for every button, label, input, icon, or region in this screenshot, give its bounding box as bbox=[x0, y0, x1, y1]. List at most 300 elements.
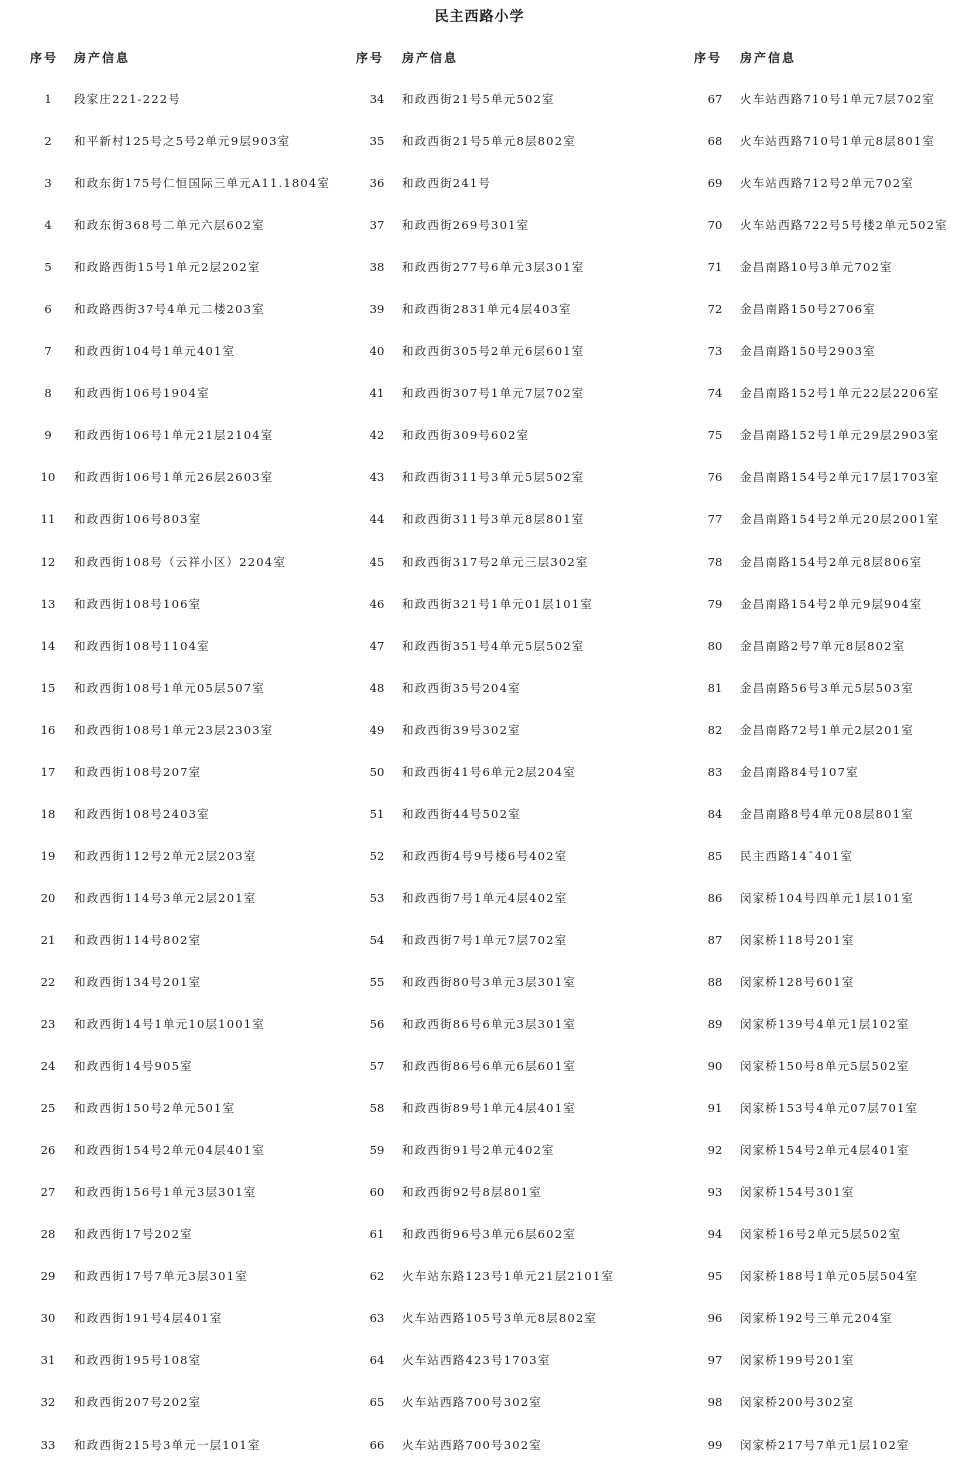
table-row bbox=[694, 552, 956, 594]
property-info: 和政西街92号8层801室 bbox=[402, 1185, 542, 1200]
table-row bbox=[694, 173, 956, 215]
table-row bbox=[30, 89, 350, 131]
row-number: 76 bbox=[707, 470, 723, 485]
property-info: 段家庄221-222号 bbox=[74, 92, 181, 106]
row-number: 14 bbox=[40, 638, 56, 653]
table-row bbox=[30, 552, 350, 594]
property-info: 火车站西路712号2单元702室 bbox=[740, 176, 914, 191]
row-number: 10 bbox=[40, 470, 56, 485]
property-info: 和政西街44号502室 bbox=[402, 806, 521, 821]
table-row bbox=[30, 846, 350, 888]
property-info: 和政西街108号1单元23层2303室 bbox=[74, 722, 274, 737]
table-row bbox=[356, 467, 686, 509]
property-info: 和政西街7号1单元7层702室 bbox=[402, 932, 568, 947]
row-number: 59 bbox=[369, 1143, 385, 1158]
table-row bbox=[694, 636, 956, 678]
row-number: 45 bbox=[369, 554, 385, 569]
row-number: 38 bbox=[369, 260, 385, 275]
row-number: 51 bbox=[369, 806, 385, 821]
row-number: 53 bbox=[369, 890, 385, 905]
row-number: 66 bbox=[369, 1437, 385, 1452]
row-number: 30 bbox=[40, 1311, 56, 1326]
property-info: 和政西街114号3单元2层201室 bbox=[74, 890, 257, 905]
row-number: 72 bbox=[707, 302, 723, 317]
property-info: 和政西街106号1单元21层2104室 bbox=[74, 428, 274, 443]
property-info: 和政西街191号4层401室 bbox=[74, 1311, 223, 1326]
table-row bbox=[30, 173, 350, 215]
table-row bbox=[694, 1056, 956, 1098]
property-info: 和政西街106号1904室 bbox=[74, 386, 210, 401]
header-info: 房产信息 bbox=[402, 50, 459, 65]
table-row bbox=[356, 636, 686, 678]
table-row bbox=[30, 972, 350, 1014]
property-info: 和政西街7号1单元4层402室 bbox=[402, 890, 568, 905]
property-info: 和政东街368号二单元六层602室 bbox=[74, 218, 265, 233]
table-row bbox=[30, 1182, 350, 1224]
property-info: 和政西街154号2单元04层401室 bbox=[74, 1143, 265, 1158]
table-row bbox=[694, 930, 956, 972]
property-info: 和政西街207号202室 bbox=[74, 1395, 202, 1410]
header-no: 序号 bbox=[694, 50, 723, 65]
row-number: 25 bbox=[40, 1101, 56, 1116]
row-number: 46 bbox=[369, 596, 385, 611]
row-number: 95 bbox=[707, 1269, 723, 1284]
table-row bbox=[30, 1098, 350, 1140]
table-row bbox=[694, 257, 956, 299]
table-row bbox=[30, 762, 350, 804]
table-row bbox=[356, 89, 686, 131]
property-info: 和政西街106号1单元26层2603室 bbox=[74, 470, 274, 485]
table-row bbox=[356, 1098, 686, 1140]
property-info: 和政西街21号5单元8层802室 bbox=[402, 134, 576, 149]
property-info: 和政西街108号106室 bbox=[74, 596, 202, 611]
row-number: 3 bbox=[44, 176, 52, 191]
property-info: 和政西街108号207室 bbox=[74, 764, 202, 779]
row-number: 41 bbox=[369, 386, 385, 401]
row-number: 32 bbox=[40, 1395, 56, 1410]
table-row bbox=[30, 804, 350, 846]
row-number: 65 bbox=[369, 1395, 385, 1410]
table-row bbox=[694, 89, 956, 131]
table-row bbox=[356, 1350, 686, 1392]
row-number: 21 bbox=[40, 932, 56, 947]
row-number: 63 bbox=[369, 1311, 385, 1326]
table-row bbox=[694, 215, 956, 257]
property-info: 金昌南路2号7单元8层802室 bbox=[740, 638, 906, 653]
row-number: 50 bbox=[369, 764, 385, 779]
property-info: 和政路西街15号1单元2层202室 bbox=[74, 260, 261, 275]
table-row bbox=[30, 1350, 350, 1392]
property-info: 闵家桥200号302室 bbox=[740, 1395, 855, 1410]
row-number: 56 bbox=[369, 1017, 385, 1032]
property-info: 和政西街156号1单元3层301室 bbox=[74, 1185, 257, 1200]
page-title: 民主西路小学 bbox=[434, 9, 525, 25]
table-row bbox=[30, 1140, 350, 1182]
row-number: 2 bbox=[44, 134, 52, 149]
row-number: 99 bbox=[707, 1437, 723, 1452]
row-number: 78 bbox=[707, 554, 723, 569]
property-info: 和政西街112号2单元2层203室 bbox=[74, 848, 257, 863]
row-number: 62 bbox=[369, 1269, 385, 1284]
table-row bbox=[694, 1392, 956, 1434]
table-row bbox=[356, 299, 686, 341]
property-info: 闵家桥128号601室 bbox=[740, 974, 855, 989]
property-info: 火车站西路710号1单元7层702室 bbox=[740, 92, 936, 106]
table-row bbox=[694, 509, 956, 551]
property-info: 金昌南路10号3单元702室 bbox=[740, 260, 893, 275]
table-row bbox=[30, 594, 350, 636]
property-info: 闵家桥188号1单元05层504室 bbox=[740, 1269, 919, 1284]
table-row bbox=[694, 299, 956, 341]
table-row bbox=[356, 215, 686, 257]
property-info: 和政西街14号905室 bbox=[74, 1059, 193, 1074]
table-row bbox=[30, 383, 350, 425]
property-info: 和政西街309号602室 bbox=[402, 428, 530, 443]
row-number: 31 bbox=[40, 1353, 56, 1368]
table-row bbox=[356, 1056, 686, 1098]
property-info: 金昌南路154号2单元9层904室 bbox=[740, 596, 923, 611]
property-info: 金昌南路8号4单元08层801室 bbox=[740, 806, 914, 821]
property-info: 金昌南路154号2单元17层1703室 bbox=[740, 470, 940, 485]
table-row bbox=[30, 720, 350, 762]
table-row bbox=[30, 467, 350, 509]
table-row bbox=[356, 425, 686, 467]
property-info: 和政西街311号3单元8层801室 bbox=[402, 512, 585, 527]
row-number: 75 bbox=[707, 428, 723, 443]
table-row bbox=[356, 888, 686, 930]
row-number: 54 bbox=[369, 932, 385, 947]
table-row bbox=[356, 720, 686, 762]
table-row bbox=[694, 467, 956, 509]
row-number: 27 bbox=[40, 1185, 56, 1200]
property-info: 和政西街17号7单元3层301室 bbox=[74, 1269, 248, 1284]
table-column-1 bbox=[30, 47, 350, 1452]
property-info: 和平新村125号之5号2单元9层903室 bbox=[74, 134, 291, 149]
property-info: 和政西街108号2403室 bbox=[74, 806, 210, 821]
table-row bbox=[30, 1308, 350, 1350]
property-info: 金昌南路150号2903室 bbox=[740, 344, 876, 359]
row-list bbox=[694, 89, 956, 1477]
table-row bbox=[356, 804, 686, 846]
row-number: 39 bbox=[369, 302, 385, 317]
property-info: 火车站西路105号3单元8层802室 bbox=[402, 1311, 598, 1326]
row-number: 13 bbox=[40, 596, 56, 611]
table-row bbox=[356, 1435, 686, 1477]
table-row bbox=[30, 678, 350, 720]
property-info: 和政西街96号3单元6层602室 bbox=[402, 1227, 576, 1242]
row-number: 73 bbox=[707, 344, 723, 359]
row-number: 71 bbox=[707, 260, 723, 275]
property-info: 和政西街108号1104室 bbox=[74, 638, 210, 653]
property-info: 和政西街351号4单元5层502室 bbox=[402, 638, 585, 653]
row-number: 49 bbox=[369, 722, 385, 737]
property-info: 和政西街21号5单元502室 bbox=[402, 92, 555, 106]
table-row bbox=[694, 678, 956, 720]
row-number: 44 bbox=[369, 512, 385, 527]
table-row bbox=[356, 552, 686, 594]
row-number: 82 bbox=[707, 722, 723, 737]
table-row bbox=[694, 1266, 956, 1308]
row-number: 4 bbox=[44, 218, 52, 233]
row-number: 52 bbox=[369, 848, 385, 863]
row-number: 84 bbox=[707, 806, 723, 821]
property-info: 和政西街2831单元4层403室 bbox=[402, 302, 572, 317]
row-number: 90 bbox=[707, 1059, 723, 1074]
header-info: 房产信息 bbox=[74, 50, 131, 65]
property-info: 和政西街91号2单元402室 bbox=[402, 1143, 555, 1158]
property-info: 和政西街215号3单元一层101室 bbox=[74, 1437, 261, 1452]
row-list bbox=[30, 89, 350, 1477]
header-info: 房产信息 bbox=[740, 50, 797, 65]
property-info: 金昌南路152号1单元29层2903室 bbox=[740, 428, 940, 443]
property-info: 和政西街80号3单元3层301室 bbox=[402, 974, 576, 989]
property-info: 闵家桥139号4单元1层102室 bbox=[740, 1017, 910, 1032]
column-header bbox=[694, 47, 956, 67]
table-row bbox=[30, 215, 350, 257]
row-number: 5 bbox=[44, 260, 52, 275]
property-info: 闵家桥154号2单元4层401室 bbox=[740, 1143, 910, 1158]
header-no: 序号 bbox=[30, 50, 59, 65]
row-number: 34 bbox=[369, 92, 385, 106]
property-info: 和政西街317号2单元三层302室 bbox=[402, 554, 589, 569]
table-row bbox=[356, 1014, 686, 1056]
row-number: 48 bbox=[369, 680, 385, 695]
row-number: 18 bbox=[40, 806, 56, 821]
row-number: 24 bbox=[40, 1059, 56, 1074]
row-number: 28 bbox=[40, 1227, 56, 1242]
property-info: 金昌南路72号1单元2层201室 bbox=[740, 722, 914, 737]
row-number: 92 bbox=[707, 1143, 723, 1158]
table-row bbox=[30, 930, 350, 972]
row-number: 8 bbox=[44, 386, 52, 401]
property-info: 金昌南路150号2706室 bbox=[740, 302, 876, 317]
property-info: 和政西街39号302室 bbox=[402, 722, 521, 737]
table-row bbox=[694, 762, 956, 804]
header-no: 序号 bbox=[356, 50, 385, 65]
row-number: 35 bbox=[369, 134, 385, 149]
row-number: 98 bbox=[707, 1395, 723, 1410]
table-row bbox=[694, 1435, 956, 1477]
property-info: 和政西街86号6单元3层301室 bbox=[402, 1017, 576, 1032]
property-info: 闵家桥199号201室 bbox=[740, 1353, 855, 1368]
row-number: 43 bbox=[369, 470, 385, 485]
property-info: 和政路西街37号4单元二楼203室 bbox=[74, 302, 265, 317]
property-info: 闵家桥192号三单元204室 bbox=[740, 1311, 893, 1326]
table-row bbox=[30, 299, 350, 341]
row-number: 40 bbox=[369, 344, 385, 359]
row-number: 9 bbox=[44, 428, 52, 443]
row-number: 36 bbox=[369, 176, 385, 191]
row-number: 80 bbox=[707, 638, 723, 653]
property-info: 和政西街134号201室 bbox=[74, 974, 202, 989]
property-info: 火车站东路123号1单元21层2101室 bbox=[402, 1269, 615, 1284]
table-row bbox=[356, 1308, 686, 1350]
table-row bbox=[356, 678, 686, 720]
row-number: 97 bbox=[707, 1353, 723, 1368]
property-info: 和政西街305号2单元6层601室 bbox=[402, 344, 585, 359]
row-number: 89 bbox=[707, 1017, 723, 1032]
row-number: 87 bbox=[707, 932, 723, 947]
table-row bbox=[30, 888, 350, 930]
row-number: 77 bbox=[707, 512, 723, 527]
table-row bbox=[356, 930, 686, 972]
property-info: 闵家桥217号7单元1层102室 bbox=[740, 1437, 910, 1452]
property-info: 和政东街175号仁恒国际三单元A11.1804室 bbox=[74, 176, 331, 191]
property-info: 和政西街269号301室 bbox=[402, 218, 530, 233]
table-row bbox=[694, 720, 956, 762]
table-row bbox=[30, 341, 350, 383]
row-number: 19 bbox=[40, 848, 56, 863]
column-header bbox=[356, 47, 686, 67]
row-number: 69 bbox=[707, 176, 723, 191]
table-row bbox=[356, 257, 686, 299]
row-number: 7 bbox=[44, 344, 52, 359]
table-row bbox=[30, 131, 350, 173]
table-row bbox=[356, 1266, 686, 1308]
table-row bbox=[30, 257, 350, 299]
property-info: 闵家桥16号2单元5层502室 bbox=[740, 1227, 902, 1242]
table-row bbox=[356, 131, 686, 173]
table-column-2 bbox=[356, 47, 686, 1452]
row-number: 15 bbox=[40, 680, 56, 695]
row-number: 6 bbox=[44, 302, 52, 317]
row-number: 29 bbox=[40, 1269, 56, 1284]
property-info: 闵家桥153号4单元07层701室 bbox=[740, 1101, 919, 1116]
table-row bbox=[30, 1224, 350, 1266]
table-row bbox=[694, 425, 956, 467]
row-number: 33 bbox=[40, 1437, 56, 1452]
row-number: 22 bbox=[40, 974, 56, 989]
property-info: 和政西街4号9号楼6号402室 bbox=[402, 848, 568, 863]
row-number: 16 bbox=[40, 722, 56, 737]
table-row bbox=[694, 846, 956, 888]
table-row bbox=[30, 1392, 350, 1434]
table-row bbox=[30, 425, 350, 467]
row-number: 68 bbox=[707, 134, 723, 149]
row-number: 17 bbox=[40, 764, 56, 779]
table-row bbox=[694, 1308, 956, 1350]
table-row bbox=[30, 1014, 350, 1056]
property-info: 和政西街241号 bbox=[402, 176, 492, 191]
table-row bbox=[694, 383, 956, 425]
property-info: 和政西街106号803室 bbox=[74, 512, 202, 527]
property-info: 火车站西路700号302室 bbox=[402, 1395, 542, 1410]
table-row bbox=[694, 1140, 956, 1182]
table-column-3 bbox=[694, 47, 956, 1452]
property-info: 闵家桥150号8单元5层502室 bbox=[740, 1059, 910, 1074]
table-row bbox=[694, 804, 956, 846]
table-row bbox=[694, 888, 956, 930]
row-number: 60 bbox=[369, 1185, 385, 1200]
property-info: 闵家桥118号201室 bbox=[740, 932, 855, 947]
row-number: 93 bbox=[707, 1185, 723, 1200]
property-info: 火车站西路700号302室 bbox=[402, 1437, 542, 1452]
property-info: 金昌南路154号2单元8层806室 bbox=[740, 554, 923, 569]
property-info: 火车站西路423号1703室 bbox=[402, 1353, 551, 1368]
row-number: 64 bbox=[369, 1353, 385, 1368]
property-info: 和政西街311号3单元5层502室 bbox=[402, 470, 585, 485]
row-number: 61 bbox=[369, 1227, 385, 1242]
property-info: 和政西街114号802室 bbox=[74, 932, 202, 947]
row-number: 58 bbox=[369, 1101, 385, 1116]
table-row bbox=[694, 131, 956, 173]
table-row bbox=[694, 1014, 956, 1056]
table-row bbox=[694, 594, 956, 636]
table-row bbox=[356, 341, 686, 383]
property-info: 和政西街108号1单元05层507室 bbox=[74, 680, 265, 695]
table-row bbox=[356, 1140, 686, 1182]
row-number: 96 bbox=[707, 1311, 723, 1326]
row-number: 26 bbox=[40, 1143, 56, 1158]
table-row bbox=[356, 846, 686, 888]
table-row bbox=[356, 762, 686, 804]
table-row bbox=[356, 383, 686, 425]
row-number: 70 bbox=[707, 218, 723, 233]
table-row bbox=[30, 1266, 350, 1308]
property-info: 和政西街195号108室 bbox=[74, 1353, 202, 1368]
property-info: 和政西街307号1单元7层702室 bbox=[402, 386, 585, 401]
table-row bbox=[694, 1224, 956, 1266]
row-number: 12 bbox=[40, 554, 56, 569]
row-number: 79 bbox=[707, 596, 723, 611]
property-info: 民主西路14ˉ401室 bbox=[740, 848, 854, 863]
table-row bbox=[356, 594, 686, 636]
table-row bbox=[30, 509, 350, 551]
property-info: 闵家桥154号301室 bbox=[740, 1185, 855, 1200]
row-number: 83 bbox=[707, 764, 723, 779]
column-header bbox=[30, 47, 350, 67]
table-row bbox=[356, 1182, 686, 1224]
table-row bbox=[356, 972, 686, 1014]
table-row bbox=[356, 1224, 686, 1266]
row-number: 85 bbox=[707, 848, 723, 863]
table-row bbox=[694, 972, 956, 1014]
row-number: 42 bbox=[369, 428, 385, 443]
property-info: 和政西街14号1单元10层1001室 bbox=[74, 1017, 265, 1032]
property-info: 金昌南路154号2单元20层2001室 bbox=[740, 512, 940, 527]
row-list bbox=[356, 89, 686, 1477]
table-row bbox=[356, 173, 686, 215]
property-info: 闵家桥104号四单元1层101室 bbox=[740, 890, 914, 905]
property-info: 和政西街321号1单元01层101室 bbox=[402, 596, 593, 611]
property-info: 金昌南路152号1单元22层2206室 bbox=[740, 386, 940, 401]
table-row bbox=[694, 1098, 956, 1140]
property-info: 和政西街41号6单元2层204室 bbox=[402, 764, 576, 779]
property-info: 和政西街17号202室 bbox=[74, 1227, 193, 1242]
row-number: 20 bbox=[40, 890, 56, 905]
property-info: 金昌南路56号3单元5层503室 bbox=[740, 680, 914, 695]
property-info: 和政西街35号204室 bbox=[402, 680, 521, 695]
row-number: 23 bbox=[40, 1017, 56, 1032]
table-row bbox=[356, 1392, 686, 1434]
table-row bbox=[30, 1056, 350, 1098]
row-number: 1 bbox=[44, 92, 52, 106]
row-number: 91 bbox=[707, 1101, 723, 1116]
row-number: 86 bbox=[707, 890, 723, 905]
row-number: 81 bbox=[707, 680, 723, 695]
row-number: 88 bbox=[707, 974, 723, 989]
table-row bbox=[356, 509, 686, 551]
row-number: 94 bbox=[707, 1227, 723, 1242]
row-number: 57 bbox=[369, 1059, 385, 1074]
table-row bbox=[694, 341, 956, 383]
row-number: 11 bbox=[40, 512, 56, 527]
row-number: 74 bbox=[707, 386, 723, 401]
property-info: 和政西街150号2单元501室 bbox=[74, 1101, 236, 1116]
property-info: 火车站西路710号1单元8层801室 bbox=[740, 134, 936, 149]
row-number: 55 bbox=[369, 974, 385, 989]
property-info: 和政西街108号（云祥小区）2204室 bbox=[74, 554, 287, 569]
